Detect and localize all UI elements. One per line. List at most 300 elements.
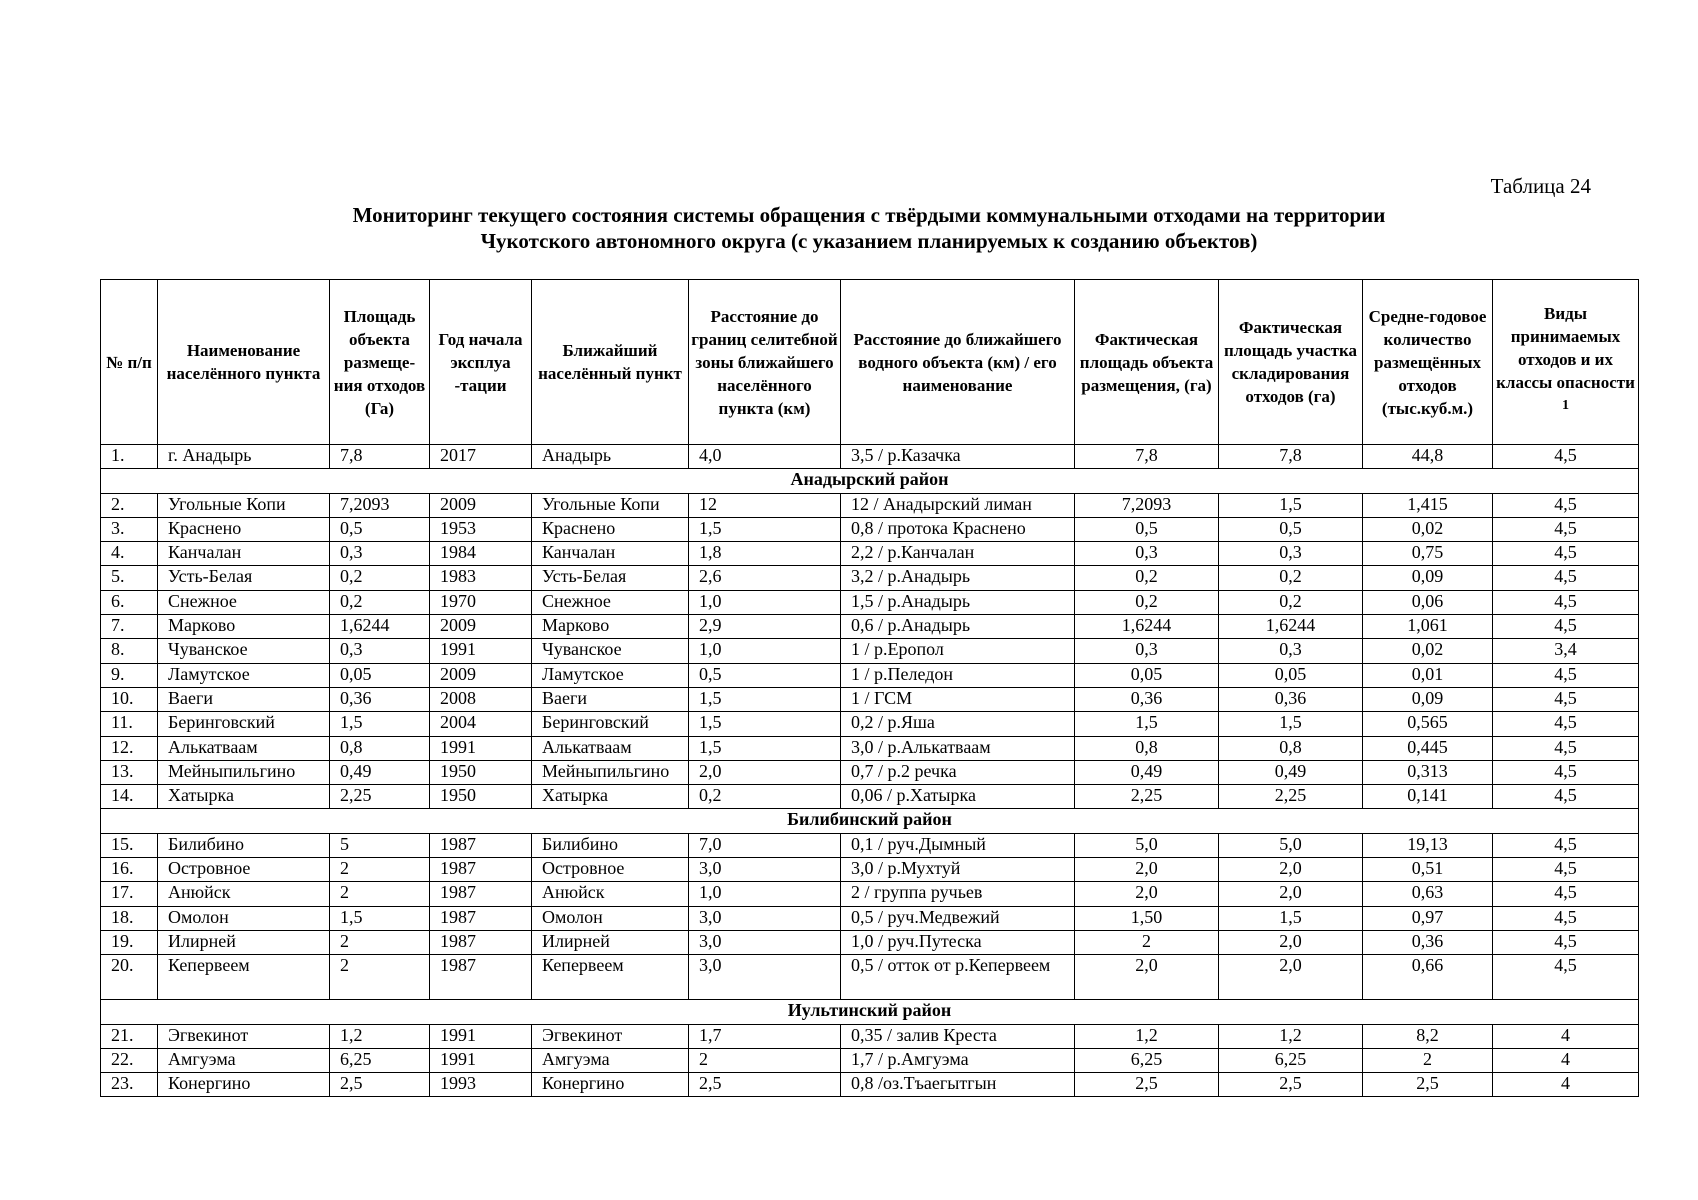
cell-area: 1,5 [330,712,430,736]
cell-name: Алькатваам [158,736,330,760]
cell-fact-storage: 0,2 [1219,566,1363,590]
cell-fact-area: 0,8 [1075,736,1219,760]
cell-dist-water: 0,5 / руч.Медвежий [841,906,1075,930]
cell-waste-types: 4,5 [1493,882,1639,906]
cell-fact-area: 2,0 [1075,858,1219,882]
cell-waste-types: 4,5 [1493,687,1639,711]
cell-fact-storage: 0,3 [1219,542,1363,566]
cell-avg-volume: 0,51 [1363,858,1493,882]
table-row [101,663,1639,687]
cell-dist-water: 3,5 / р.Казачка [841,445,1075,469]
cell-waste-types: 4,5 [1493,590,1639,614]
cell-area: 2 [330,882,430,906]
cell-waste-types: 4,5 [1493,858,1639,882]
cell-num: 18. [101,906,158,930]
cell-dist-water: 2,2 / р.Канчалан [841,542,1075,566]
table-row [101,1048,1639,1072]
cell-fact-storage: 2,0 [1219,858,1363,882]
cell-nearest: Островное [532,858,689,882]
cell-year: 2004 [430,712,532,736]
table-row [101,858,1639,882]
table-row [101,882,1639,906]
cell-waste-types: 4,5 [1493,712,1639,736]
cell-num: 1. [101,445,158,469]
cell-num: 17. [101,882,158,906]
cell-area: 1,5 [330,906,430,930]
cell-name: Чуванское [158,639,330,663]
cell-dist-water: 0,8 / протока Краснено [841,517,1075,541]
cell-year: 1987 [430,882,532,906]
cell-num: 23. [101,1073,158,1097]
title-line-1: Мониторинг текущего состояния системы обращения с твёрдыми коммунальными отходами на территории [352,203,1386,227]
cell-dist-zone: 12 [689,493,841,517]
cell-dist-water: 0,1 / руч.Дымный [841,833,1075,857]
cell-year: 2009 [430,615,532,639]
cell-nearest: Марково [532,615,689,639]
cell-fact-storage: 2,25 [1219,785,1363,809]
cell-nearest: Беринговский [532,712,689,736]
cell-avg-volume: 0,141 [1363,785,1493,809]
cell-num: 13. [101,760,158,784]
cell-fact-storage: 0,2 [1219,590,1363,614]
cell-name: Канчалан [158,542,330,566]
table-row [101,445,1639,469]
cell-fact-area: 2,0 [1075,955,1219,1000]
cell-num: 19. [101,930,158,954]
cell-dist-zone: 0,5 [689,663,841,687]
cell-year: 1950 [430,785,532,809]
col-header-nearest: Ближайший населённый пункт [532,280,689,445]
cell-dist-water: 1,7 / р.Амгуэма [841,1048,1075,1072]
cell-name: Амгуэма [158,1048,330,1072]
cell-nearest: Ваеги [532,687,689,711]
col-header-year: Год начала эксплуа -тации [430,280,532,445]
cell-year: 1983 [430,566,532,590]
cell-dist-zone: 2,6 [689,566,841,590]
col-header-avg-volume: Средне-годовое количество размещённых отходов (тыс.куб.м.) [1363,280,1493,445]
cell-fact-area: 7,8 [1075,445,1219,469]
cell-year: 2008 [430,687,532,711]
cell-num: 22. [101,1048,158,1072]
cell-avg-volume: 1,061 [1363,615,1493,639]
cell-area: 2,25 [330,785,430,809]
cell-dist-zone: 0,2 [689,785,841,809]
cell-fact-area: 0,49 [1075,760,1219,784]
cell-name: Краснено [158,517,330,541]
cell-area: 0,05 [330,663,430,687]
cell-num: 12. [101,736,158,760]
cell-dist-zone: 1,0 [689,882,841,906]
cell-dist-water: 0,7 / р.2 речка [841,760,1075,784]
cell-fact-storage: 5,0 [1219,833,1363,857]
cell-fact-storage: 1,5 [1219,493,1363,517]
cell-name: Снежное [158,590,330,614]
cell-area: 2 [330,955,430,1000]
cell-waste-types: 4,5 [1493,663,1639,687]
col-header-waste-types [1493,280,1639,445]
section-title: Билибинский район [101,809,1639,833]
cell-num: 2. [101,493,158,517]
cell-name: Хатырка [158,785,330,809]
cell-avg-volume: 0,02 [1363,639,1493,663]
cell-avg-volume: 0,01 [1363,663,1493,687]
cell-dist-water: 3,0 / р.Алькатваам [841,736,1075,760]
cell-waste-types: 4,5 [1493,517,1639,541]
cell-avg-volume: 0,445 [1363,736,1493,760]
cell-area: 1,6244 [330,615,430,639]
cell-avg-volume: 0,313 [1363,760,1493,784]
waste-monitoring-table [100,279,1639,1097]
cell-fact-area: 2,0 [1075,882,1219,906]
cell-waste-types: 4,5 [1493,955,1639,1000]
cell-area: 0,8 [330,736,430,760]
cell-year: 1987 [430,833,532,857]
cell-year: 2009 [430,663,532,687]
cell-year: 1991 [430,736,532,760]
cell-nearest: Анюйск [532,882,689,906]
cell-waste-types: 4,5 [1493,566,1639,590]
cell-num: 16. [101,858,158,882]
cell-name: Анюйск [158,882,330,906]
cell-year: 1991 [430,639,532,663]
table-row [101,833,1639,857]
cell-nearest: Конергино [532,1073,689,1097]
col-header-dist-zone: Расстояние до границ селитебной зоны ближайшего населённого пункта (км) [689,280,841,445]
cell-name: Беринговский [158,712,330,736]
cell-name: г. Анадырь [158,445,330,469]
footnote-marker: 1 [1561,397,1570,414]
cell-fact-area: 0,05 [1075,663,1219,687]
cell-fact-area: 1,2 [1075,1024,1219,1048]
table-header-row [101,280,1639,445]
cell-avg-volume: 0,75 [1363,542,1493,566]
cell-name: Мейныпильгино [158,760,330,784]
table-row [101,590,1639,614]
cell-area: 0,49 [330,760,430,784]
cell-fact-storage: 0,3 [1219,639,1363,663]
cell-dist-water: 1 / ГСМ [841,687,1075,711]
cell-nearest: Мейныпильгино [532,760,689,784]
cell-fact-area: 2,5 [1075,1073,1219,1097]
cell-name: Билибино [158,833,330,857]
cell-name: Ваеги [158,687,330,711]
title-line-2: Чукотского автономного округа (с указанием планируемых к созданию объектов) [480,229,1258,253]
cell-avg-volume: 2,5 [1363,1073,1493,1097]
table-number-label: Таблица 24 [1490,174,1591,198]
cell-fact-storage: 1,5 [1219,906,1363,930]
cell-num: 6. [101,590,158,614]
table-row [101,493,1639,517]
cell-nearest: Эгвекинот [532,1024,689,1048]
cell-fact-storage: 1,6244 [1219,615,1363,639]
cell-dist-water: 0,35 / залив Креста [841,1024,1075,1048]
cell-dist-zone: 1,7 [689,1024,841,1048]
cell-area: 7,2093 [330,493,430,517]
cell-num: 3. [101,517,158,541]
col-header-waste-types-text: Виды принимаемых отходов и их классы опасности [1496,304,1635,393]
cell-area: 0,3 [330,542,430,566]
cell-dist-water: 0,06 / р.Хатырка [841,785,1075,809]
cell-nearest: Снежное [532,590,689,614]
cell-dist-water: 0,2 / р.Яша [841,712,1075,736]
cell-dist-water: 2 / группа ручьев [841,882,1075,906]
cell-num: 5. [101,566,158,590]
cell-nearest: Анадырь [532,445,689,469]
cell-name: Ламутское [158,663,330,687]
cell-area: 0,3 [330,639,430,663]
cell-fact-area: 0,5 [1075,517,1219,541]
col-header-fact-storage: Фактическая площадь участка складирования отходов (га) [1219,280,1363,445]
cell-num: 14. [101,785,158,809]
cell-year: 1987 [430,906,532,930]
cell-year: 1987 [430,955,532,1000]
cell-avg-volume: 0,09 [1363,566,1493,590]
cell-fact-area: 2 [1075,930,1219,954]
cell-fact-area: 5,0 [1075,833,1219,857]
cell-fact-area: 1,5 [1075,712,1219,736]
section-title: Иультинский район [101,1000,1639,1024]
cell-nearest: Амгуэма [532,1048,689,1072]
cell-dist-water: 0,6 / р.Анадырь [841,615,1075,639]
cell-area: 2,5 [330,1073,430,1097]
cell-fact-area: 1,50 [1075,906,1219,930]
cell-area: 0,5 [330,517,430,541]
cell-dist-zone: 2 [689,1048,841,1072]
col-header-fact-area: Фактическая площадь объекта размещения, (га) [1075,280,1219,445]
cell-fact-storage: 0,8 [1219,736,1363,760]
cell-name: Угольные Копи [158,493,330,517]
cell-nearest: Угольные Копи [532,493,689,517]
cell-fact-storage: 1,5 [1219,712,1363,736]
cell-num: 9. [101,663,158,687]
cell-avg-volume: 44,8 [1363,445,1493,469]
table-row [101,639,1639,663]
cell-dist-water: 12 / Анадырский лиман [841,493,1075,517]
cell-fact-storage: 2,0 [1219,955,1363,1000]
cell-year: 1953 [430,517,532,541]
cell-fact-storage: 0,36 [1219,687,1363,711]
table-row [101,566,1639,590]
cell-name: Кепервеем [158,955,330,1000]
cell-nearest: Чуванское [532,639,689,663]
cell-name: Усть-Белая [158,566,330,590]
cell-waste-types: 3,4 [1493,639,1639,663]
cell-dist-zone: 1,0 [689,590,841,614]
table-row [101,1024,1639,1048]
cell-dist-water: 3,2 / р.Анадырь [841,566,1075,590]
table-row [101,687,1639,711]
cell-waste-types: 4 [1493,1048,1639,1072]
table-row [101,517,1639,541]
cell-dist-zone: 1,8 [689,542,841,566]
cell-dist-water: 1,0 / руч.Путеска [841,930,1075,954]
cell-dist-zone: 3,0 [689,906,841,930]
cell-year: 1987 [430,930,532,954]
cell-fact-area: 0,2 [1075,566,1219,590]
table-row [101,615,1639,639]
cell-name: Конергино [158,1073,330,1097]
cell-fact-area: 1,6244 [1075,615,1219,639]
cell-fact-storage: 2,5 [1219,1073,1363,1097]
section-row [101,1000,1639,1024]
cell-dist-water: 1 / р.Еропол [841,639,1075,663]
cell-avg-volume: 0,06 [1363,590,1493,614]
cell-name: Илирней [158,930,330,954]
cell-fact-storage: 0,5 [1219,517,1363,541]
col-header-dist-water: Расстояние до ближайшего водного объекта (км) / его наименование [841,280,1075,445]
cell-num: 21. [101,1024,158,1048]
cell-num: 15. [101,833,158,857]
cell-name: Омолон [158,906,330,930]
cell-nearest: Канчалан [532,542,689,566]
table-row [101,712,1639,736]
cell-avg-volume: 19,13 [1363,833,1493,857]
table-row [101,736,1639,760]
cell-dist-zone: 7,0 [689,833,841,857]
cell-fact-storage: 6,25 [1219,1048,1363,1072]
cell-fact-storage: 2,0 [1219,930,1363,954]
cell-num: 7. [101,615,158,639]
cell-avg-volume: 0,36 [1363,930,1493,954]
cell-fact-storage: 7,8 [1219,445,1363,469]
cell-dist-zone: 3,0 [689,858,841,882]
cell-avg-volume: 0,66 [1363,955,1493,1000]
section-title: Анадырский район [101,469,1639,493]
col-header-num: № п/п [101,280,158,445]
cell-year: 1970 [430,590,532,614]
cell-name: Островное [158,858,330,882]
cell-dist-water: 0,5 / отток от р.Кепервеем [841,955,1075,1000]
col-header-area: Площадь объекта размеще-ния отходов (Га) [330,280,430,445]
section-row [101,809,1639,833]
cell-year: 2017 [430,445,532,469]
cell-waste-types: 4,5 [1493,445,1639,469]
cell-num: 8. [101,639,158,663]
cell-area: 6,25 [330,1048,430,1072]
cell-avg-volume: 8,2 [1363,1024,1493,1048]
cell-nearest: Омолон [532,906,689,930]
cell-fact-storage: 1,2 [1219,1024,1363,1048]
cell-nearest: Хатырка [532,785,689,809]
cell-avg-volume: 1,415 [1363,493,1493,517]
cell-nearest: Кепервеем [532,955,689,1000]
cell-waste-types: 4,5 [1493,833,1639,857]
cell-waste-types: 4 [1493,1073,1639,1097]
cell-name: Марково [158,615,330,639]
cell-year: 1991 [430,1048,532,1072]
cell-area: 0,36 [330,687,430,711]
cell-fact-area: 0,2 [1075,590,1219,614]
cell-year: 1993 [430,1073,532,1097]
cell-year: 1987 [430,858,532,882]
cell-nearest: Усть-Белая [532,566,689,590]
cell-num: 4. [101,542,158,566]
cell-avg-volume: 0,63 [1363,882,1493,906]
cell-fact-area: 7,2093 [1075,493,1219,517]
cell-area: 0,2 [330,590,430,614]
cell-waste-types: 4,5 [1493,930,1639,954]
cell-nearest: Краснено [532,517,689,541]
cell-dist-zone: 1,5 [689,517,841,541]
cell-fact-storage: 0,05 [1219,663,1363,687]
cell-fact-area: 2,25 [1075,785,1219,809]
cell-fact-area: 6,25 [1075,1048,1219,1072]
cell-dist-zone: 2,9 [689,615,841,639]
cell-dist-zone: 3,0 [689,955,841,1000]
cell-dist-zone: 3,0 [689,930,841,954]
cell-dist-zone: 2,5 [689,1073,841,1097]
cell-dist-zone: 1,5 [689,736,841,760]
cell-avg-volume: 0,02 [1363,517,1493,541]
cell-year: 1991 [430,1024,532,1048]
col-header-name: Наименование населённого пункта [158,280,330,445]
table-row [101,930,1639,954]
cell-year: 1950 [430,760,532,784]
table-row [101,1073,1639,1097]
cell-area: 7,8 [330,445,430,469]
cell-waste-types: 4,5 [1493,906,1639,930]
cell-nearest: Ламутское [532,663,689,687]
cell-avg-volume: 0,97 [1363,906,1493,930]
cell-num: 10. [101,687,158,711]
cell-name: Эгвекинот [158,1024,330,1048]
cell-fact-area: 0,3 [1075,542,1219,566]
cell-waste-types: 4,5 [1493,493,1639,517]
document-title [100,202,1638,254]
cell-waste-types: 4 [1493,1024,1639,1048]
table-row [101,955,1639,1000]
cell-dist-water: 1 / р.Пеледон [841,663,1075,687]
cell-num: 11. [101,712,158,736]
table-body [101,445,1639,1097]
table-row [101,785,1639,809]
cell-dist-zone: 2,0 [689,760,841,784]
cell-fact-area: 0,3 [1075,639,1219,663]
cell-waste-types: 4,5 [1493,615,1639,639]
cell-area: 5 [330,833,430,857]
cell-dist-water: 1,5 / р.Анадырь [841,590,1075,614]
cell-fact-storage: 0,49 [1219,760,1363,784]
cell-nearest: Алькатваам [532,736,689,760]
cell-year: 1984 [430,542,532,566]
cell-dist-zone: 1,5 [689,712,841,736]
cell-dist-water: 3,0 / р.Мухтуй [841,858,1075,882]
cell-area: 0,2 [330,566,430,590]
cell-waste-types: 4,5 [1493,542,1639,566]
cell-avg-volume: 2 [1363,1048,1493,1072]
cell-num: 20. [101,955,158,1000]
cell-waste-types: 4,5 [1493,760,1639,784]
cell-waste-types: 4,5 [1493,785,1639,809]
cell-dist-zone: 1,0 [689,639,841,663]
table-row [101,760,1639,784]
cell-area: 2 [330,930,430,954]
table-row [101,906,1639,930]
section-row [101,469,1639,493]
cell-dist-zone: 4,0 [689,445,841,469]
cell-nearest: Билибино [532,833,689,857]
cell-avg-volume: 0,09 [1363,687,1493,711]
cell-dist-zone: 1,5 [689,687,841,711]
cell-waste-types: 4,5 [1493,736,1639,760]
table-row [101,542,1639,566]
cell-area: 2 [330,858,430,882]
cell-fact-area: 0,36 [1075,687,1219,711]
cell-avg-volume: 0,565 [1363,712,1493,736]
cell-area: 1,2 [330,1024,430,1048]
cell-dist-water: 0,8 /оз.Тъаегытгын [841,1073,1075,1097]
cell-nearest: Илирней [532,930,689,954]
